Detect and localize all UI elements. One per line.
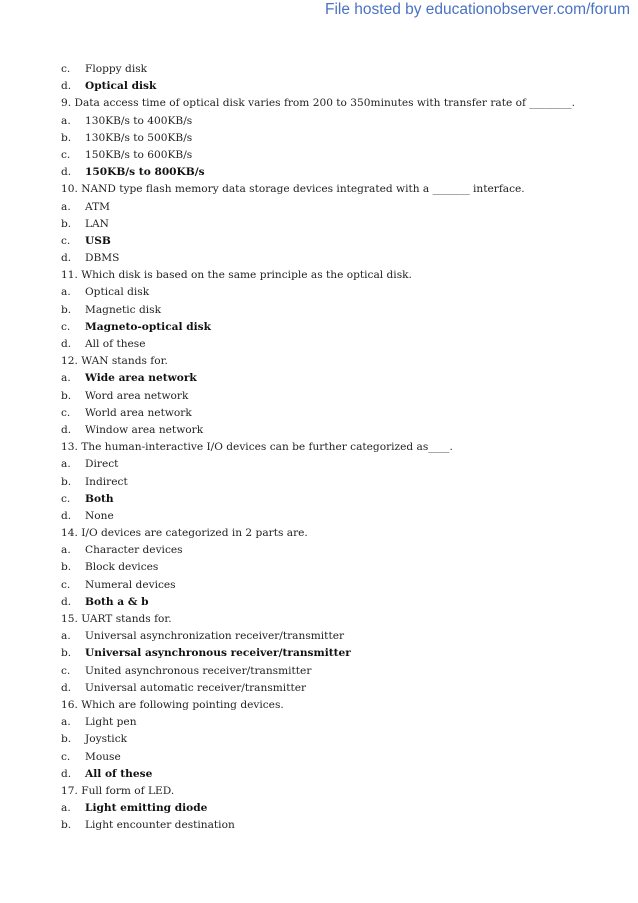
option-letter: d. [61,767,72,780]
option-letter: b. [61,561,72,574]
option-text: Direct [85,458,119,471]
answer-option [61,250,621,267]
option-letter: c. [61,578,71,591]
correct-option-text: Both [85,492,114,505]
option-letter: b. [61,389,72,402]
answer-option [61,422,621,439]
option-letter: b. [61,647,72,660]
option-text: Light pen [85,716,137,729]
question-text: 17. Full form of LED. [61,784,175,797]
answer-option [61,164,621,181]
question-text: 13. The human-interactive I/O devices can be further categorized as____. [61,441,453,454]
option-letter: d. [61,423,72,436]
option-letter: c. [61,664,71,677]
option-text: LAN [85,217,109,230]
option-letter: b. [61,131,72,144]
answer-option [61,456,621,473]
option-letter: c. [61,406,71,419]
answer-option [61,542,621,559]
answer-option [61,216,621,233]
option-letter: d. [61,509,72,522]
answer-option [61,628,621,645]
option-text: Universal automatic receiver/transmitter [85,681,307,694]
answer-option [61,577,621,594]
answer-option [61,61,621,78]
watermark-link[interactable]: File hosted by educationobserver.com/forum [325,1,630,18]
answer-option [61,284,621,301]
option-text: Character devices [85,544,183,557]
option-text: 150KB/s to 600KB/s [85,148,193,161]
option-text: Window area network [85,423,204,436]
option-text: Block devices [85,561,159,574]
answer-option [61,680,621,697]
option-text: Floppy disk [85,63,148,75]
answer-option [61,302,621,319]
question-text: 15. UART stands for. [61,613,172,625]
answer-option [61,370,621,387]
option-letter: d. [61,166,72,179]
option-text: 130KB/s to 400KB/s [85,114,193,127]
option-text: United asynchronous receiver/transmitter [85,664,312,677]
answer-option [61,336,621,353]
option-letter: a. [61,630,71,643]
answer-option [61,405,621,422]
answer-option [61,817,621,834]
answer-option [61,594,621,611]
option-letter: b. [61,303,72,316]
option-letter: c. [61,750,71,763]
option-letter: a. [61,544,71,557]
answer-option [61,388,621,405]
correct-option-text: 150KB/s to 800KB/s [85,166,205,179]
option-letter: a. [61,114,71,127]
answer-option [61,663,621,680]
option-letter: d. [61,595,72,608]
answer-option [61,199,621,216]
answer-option [61,749,621,766]
answer-option [61,78,621,95]
option-letter: a. [61,802,71,815]
option-letter: d. [61,80,72,93]
option-letter: a. [61,286,71,299]
answer-option [61,113,621,130]
answer-option [61,731,621,748]
option-letter: d. [61,338,72,350]
answer-option [61,130,621,147]
answer-option [61,147,621,164]
answer-option [61,559,621,576]
option-text: Joystick [85,733,128,746]
answer-option [61,800,621,817]
option-text: Optical disk [85,286,150,299]
answer-option [61,491,621,508]
question-text: 10. NAND type flash memory data storage devices integrated with a _______ interface. [61,183,525,196]
correct-option-text: All of these [85,767,153,780]
option-text: Mouse [85,750,121,763]
option-text: Universal asynchronization receiver/transmitter [85,630,345,643]
answer-option [61,233,621,250]
answer-option [61,645,621,662]
question-text: 12. WAN stands for. [61,355,168,368]
option-letter: b. [61,475,72,488]
option-text: Indirect [85,475,128,488]
option-letter: a. [61,458,71,471]
option-letter: a. [61,200,71,213]
answer-option [61,714,621,731]
correct-option-text: Wide area network [85,372,197,385]
option-text: Word area network [85,389,189,402]
question-text: 11. Which disk is based on the same principle as the optical disk. [61,269,412,282]
correct-option-text: Universal asynchronous receiver/transmitter [85,647,351,660]
document-page [61,61,621,834]
option-text: Light encounter destination [85,819,235,832]
option-text: 130KB/s to 500KB/s [85,131,193,144]
question-text: 14. I/O devices are categorized in 2 parts are. [61,527,308,540]
option-letter: b. [61,217,72,230]
option-letter: c. [61,320,71,333]
option-letter: a. [61,716,71,729]
option-letter: b. [61,733,72,746]
correct-option-text: Light emitting diode [85,802,208,815]
correct-option-text: Magneto-optical disk [85,320,211,333]
option-letter: b. [61,819,72,832]
option-letter: d. [61,681,72,694]
answer-option [61,508,621,525]
correct-option-text: Both a & b [85,595,149,608]
option-text: None [85,509,114,522]
option-letter: c. [61,148,71,161]
option-text: Numeral devices [85,578,176,591]
option-text: DBMS [85,252,120,265]
option-letter: a. [61,372,71,385]
option-letter: c. [61,63,71,75]
question-text: 16. Which are following pointing devices. [61,698,284,711]
question-text: 9. Data access time of optical disk varies from 200 to 350minutes with transfer rate of ________. [61,97,576,110]
answer-option [61,319,621,336]
option-text: All of these [85,338,146,350]
correct-option-text: USB [85,234,111,247]
answer-option [61,474,621,491]
option-letter: c. [61,234,71,247]
correct-option-text: Optical disk [85,80,157,93]
option-text: ATM [85,200,110,213]
option-text: Magnetic disk [85,303,162,316]
option-letter: c. [61,492,71,505]
option-text: World area network [85,406,192,419]
option-letter: d. [61,252,72,265]
answer-option [61,766,621,783]
